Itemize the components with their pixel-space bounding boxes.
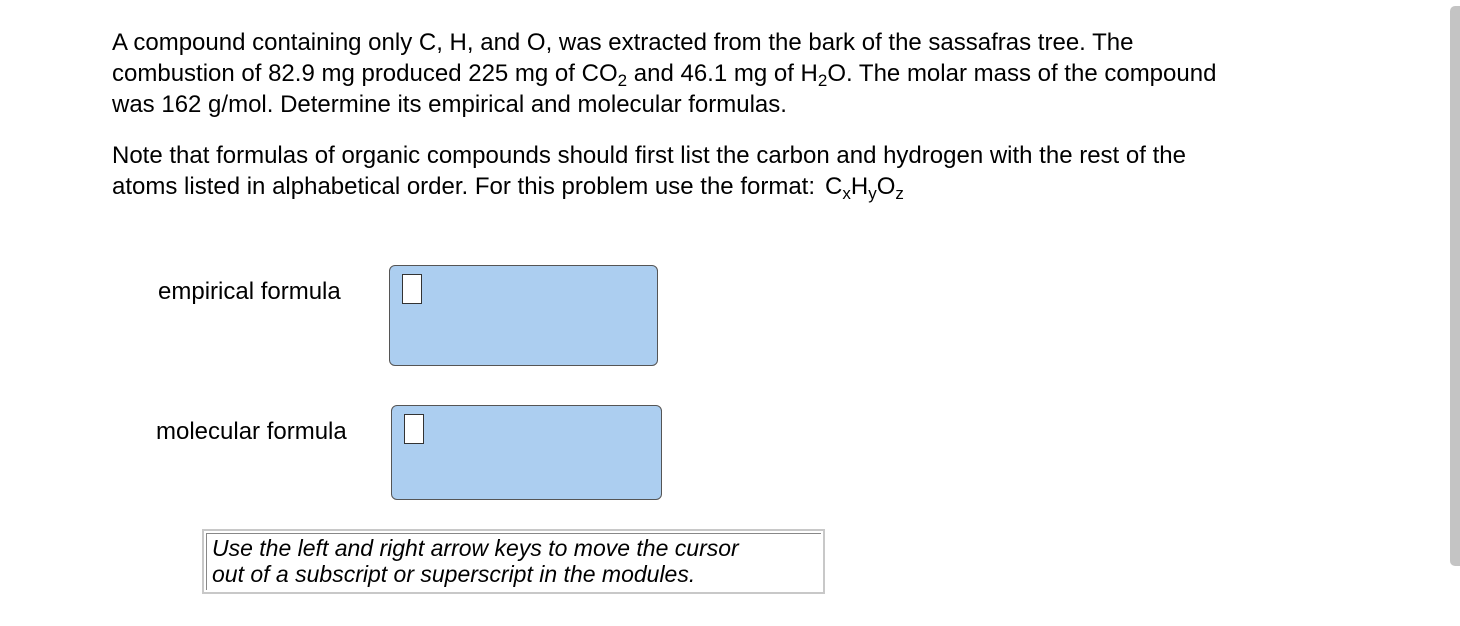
empirical-formula-cursor-slot[interactable] bbox=[402, 274, 422, 304]
format-o: O bbox=[876, 173, 896, 200]
format-c: C bbox=[825, 173, 843, 200]
problem-line-2b: and 46.1 mg of H bbox=[627, 60, 818, 87]
problem-statement bbox=[112, 27, 1342, 120]
problem-line-1: A compound containing only C, H, and O, was extracted from the bark of the sassafras tree. The bbox=[112, 29, 1134, 56]
empirical-formula-label: empirical formula bbox=[158, 278, 341, 305]
format-y: y bbox=[868, 184, 877, 203]
format-z: z bbox=[895, 184, 904, 203]
hint-line-1: Use the left and right arrow keys to move the cursor bbox=[212, 535, 739, 561]
arrow-key-hint bbox=[202, 529, 825, 594]
format-example bbox=[825, 173, 904, 203]
h2o-subscript: 2 bbox=[817, 71, 828, 90]
note-line-2: atoms listed in alphabetical order. For this problem use the format: bbox=[112, 173, 816, 200]
format-h: H bbox=[850, 173, 869, 200]
problem-line-3: was 162 g/mol. Determine its empirical and molecular formulas. bbox=[112, 91, 787, 118]
vertical-scrollbar[interactable] bbox=[1450, 6, 1460, 566]
note-line-1: Note that formulas of organic compounds should first list the carbon and hydrogen with the rest of the bbox=[112, 142, 1186, 169]
problem-line-2a: combustion of 82.9 mg produced 225 mg of CO bbox=[112, 60, 618, 87]
hint-line-2: out of a subscript or superscript in the modules. bbox=[212, 561, 696, 587]
question-text bbox=[112, 27, 1342, 202]
co2-subscript: 2 bbox=[617, 71, 628, 90]
format-x: x bbox=[842, 184, 851, 203]
format-note bbox=[112, 140, 1342, 202]
molecular-formula-cursor-slot[interactable] bbox=[404, 414, 424, 444]
problem-line-2c: O. The molar mass of the compound bbox=[827, 60, 1217, 87]
molecular-formula-input[interactable] bbox=[391, 405, 662, 500]
empirical-formula-input[interactable] bbox=[389, 265, 658, 366]
molecular-formula-label: molecular formula bbox=[156, 418, 347, 445]
